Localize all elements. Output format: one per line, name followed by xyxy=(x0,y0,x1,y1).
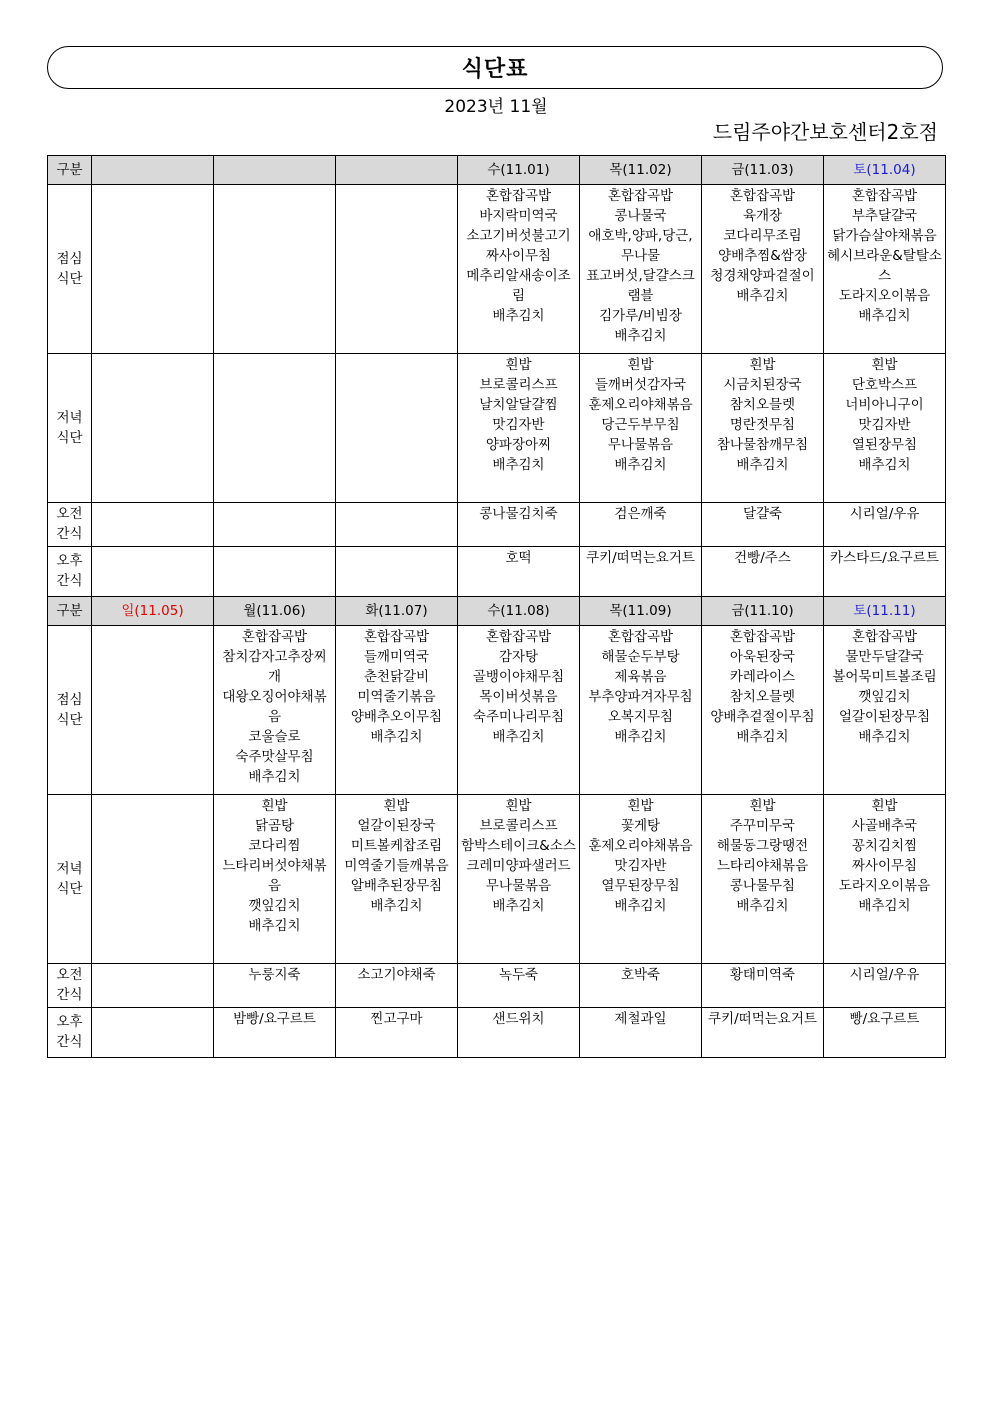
menu-item: 애호박,양파,당근,무나물 xyxy=(588,228,693,264)
menu-item: 혼합잡곡밥 xyxy=(363,629,430,645)
menu-item: 혼합잡곡밥 xyxy=(729,629,796,645)
menu-item: 춘천닭갈비 xyxy=(363,669,430,685)
menu-item: 배추김치 xyxy=(248,769,301,785)
lunch-menu-cell xyxy=(702,185,824,354)
snack-cell xyxy=(336,503,458,547)
menu-item: 표고버섯,달걀스크램블 xyxy=(586,268,695,304)
menu-item: 부추달걀국 xyxy=(851,208,918,224)
menu-item: 혼합잡곡밥 xyxy=(485,629,552,645)
menu-item: 바지락미역국 xyxy=(479,208,558,224)
day-header: 토(11.04) xyxy=(824,156,946,185)
menu-item: 숙주미나리무침 xyxy=(472,709,565,725)
menu-item: 얼갈이된장무침 xyxy=(838,709,931,725)
day-header: 목(11.09) xyxy=(580,597,702,626)
snack-cell xyxy=(214,503,336,547)
menu-item: 양배추겉절이무침 xyxy=(710,709,815,725)
snack-cell: 검은깨죽 xyxy=(580,503,702,547)
menu-item: 깻잎김치 xyxy=(248,898,301,914)
row-label-am-snack: 오전 간식 xyxy=(48,964,92,1008)
menu-item: 대왕오징어야채볶음 xyxy=(222,689,327,725)
menu-item: 참치오믈렛 xyxy=(729,689,796,705)
menu-item: 혼합잡곡밥 xyxy=(607,629,674,645)
lunch-row xyxy=(48,185,946,354)
menu-item: 혼합잡곡밥 xyxy=(851,188,918,204)
menu-item: 혼합잡곡밥 xyxy=(485,188,552,204)
snack-cell: 밤빵/요구르트 xyxy=(214,1008,336,1058)
menu-item: 브로콜리스프 xyxy=(479,818,558,834)
menu-item: 함박스테이크&소스 xyxy=(461,838,576,854)
menu-item: 깻잎김치 xyxy=(858,689,911,705)
snack-cell: 녹두죽 xyxy=(458,964,580,1008)
snack-cell xyxy=(92,1008,214,1058)
menu-item: 배추김치 xyxy=(858,457,911,473)
day-header: 금(11.03) xyxy=(702,156,824,185)
dinner-menu-cell xyxy=(458,354,580,503)
menu-item: 배추김치 xyxy=(858,308,911,324)
menu-item: 당근두부무침 xyxy=(601,417,680,433)
menu-item: 주꾸미무국 xyxy=(729,818,796,834)
row-label-pm-snack: 오후 간식 xyxy=(48,547,92,597)
day-header: 수(11.01) xyxy=(458,156,580,185)
menu-item: 배추김치 xyxy=(614,328,667,344)
menu-table-body xyxy=(48,156,946,1058)
menu-item: 혼합잡곡밥 xyxy=(851,629,918,645)
menu-item: 크레미양파샐러드 xyxy=(466,858,571,874)
snack-cell: 쿠키/떠먹는요거트 xyxy=(580,547,702,597)
menu-item: 배추김치 xyxy=(248,918,301,934)
menu-item: 훈제오리야채볶음 xyxy=(588,838,693,854)
snack-cell: 제철과일 xyxy=(580,1008,702,1058)
menu-item: 혼합잡곡밥 xyxy=(607,188,674,204)
menu-item: 도라지오이볶음 xyxy=(838,878,931,894)
menu-item: 배추김치 xyxy=(736,898,789,914)
am-snack-row xyxy=(48,503,946,547)
snack-cell: 시리얼/우유 xyxy=(824,503,946,547)
snack-cell: 호떡 xyxy=(458,547,580,597)
menu-item: 짜사이무침 xyxy=(485,248,552,264)
menu-item: 양배추오이무침 xyxy=(350,709,443,725)
day-header xyxy=(214,156,336,185)
menu-item: 혼합잡곡밥 xyxy=(729,188,796,204)
day-header xyxy=(336,156,458,185)
menu-item: 들깨미역국 xyxy=(363,649,430,665)
snack-cell: 콩나물김치죽 xyxy=(458,503,580,547)
menu-item: 날치알달걀찜 xyxy=(479,397,558,413)
menu-item: 흰밥 xyxy=(627,798,654,814)
snack-cell xyxy=(214,547,336,597)
dinner-menu-cell xyxy=(702,795,824,964)
dinner-menu-cell xyxy=(580,354,702,503)
menu-item: 흰밥 xyxy=(383,798,410,814)
menu-item: 소고기버섯불고기 xyxy=(466,228,571,244)
menu-item: 양배추찜&쌈장 xyxy=(718,248,807,264)
dinner-menu-cell xyxy=(214,354,336,503)
menu-item: 배추김치 xyxy=(614,898,667,914)
menu-item: 혼합잡곡밥 xyxy=(241,629,308,645)
menu-item: 단호박스프 xyxy=(851,377,918,393)
dinner-menu-cell xyxy=(824,354,946,503)
day-header xyxy=(92,156,214,185)
dinner-menu-cell xyxy=(458,795,580,964)
snack-cell xyxy=(92,503,214,547)
menu-item: 배추김치 xyxy=(736,729,789,745)
menu-item: 배추김치 xyxy=(858,729,911,745)
menu-item: 미트볼케찹조림 xyxy=(350,838,443,854)
menu-item: 목이버섯볶음 xyxy=(479,689,558,705)
menu-item: 김가루/비빔장 xyxy=(599,308,682,324)
snack-cell xyxy=(336,547,458,597)
menu-item: 느타리야채볶음 xyxy=(716,858,809,874)
lunch-menu-cell xyxy=(458,626,580,795)
menu-item: 브로콜리스프 xyxy=(479,377,558,393)
row-label-am-snack: 오전 간식 xyxy=(48,503,92,547)
snack-cell: 샌드위치 xyxy=(458,1008,580,1058)
day-header: 수(11.08) xyxy=(458,597,580,626)
menu-item: 볼어묵미트볼조림 xyxy=(832,669,937,685)
menu-item: 맛김자반 xyxy=(492,417,545,433)
day-header: 토(11.11) xyxy=(824,597,946,626)
menu-item: 흰밥 xyxy=(871,357,898,373)
day-header: 화(11.07) xyxy=(336,597,458,626)
row-label-header: 구분 xyxy=(48,597,92,626)
snack-cell xyxy=(92,964,214,1008)
menu-item: 흰밥 xyxy=(871,798,898,814)
menu-item: 참치오믈렛 xyxy=(729,397,796,413)
dinner-menu-cell xyxy=(336,354,458,503)
menu-item: 코다리무조림 xyxy=(723,228,802,244)
menu-item: 골뱅이야채무침 xyxy=(472,669,565,685)
snack-cell: 찐고구마 xyxy=(336,1008,458,1058)
menu-item: 숙주맛살무침 xyxy=(235,749,314,765)
menu-item: 무나물볶음 xyxy=(485,878,552,894)
menu-item: 참나물참깨무침 xyxy=(716,437,809,453)
menu-item: 열된장무침 xyxy=(851,437,918,453)
menu-item: 콩나물국 xyxy=(614,208,667,224)
row-label-lunch: 점심 식단 xyxy=(48,626,92,795)
menu-item: 배추김치 xyxy=(492,457,545,473)
lunch-menu-cell xyxy=(336,185,458,354)
dinner-menu-cell xyxy=(92,354,214,503)
menu-item: 흰밥 xyxy=(627,357,654,373)
lunch-menu-cell xyxy=(92,626,214,795)
menu-item: 아욱된장국 xyxy=(729,649,796,665)
lunch-menu-cell xyxy=(824,185,946,354)
row-label-header: 구분 xyxy=(48,156,92,185)
menu-item: 헤시브라운&탈탈소스 xyxy=(827,248,942,284)
snack-cell: 달걀죽 xyxy=(702,503,824,547)
menu-item: 맛김자반 xyxy=(858,417,911,433)
week-header-row xyxy=(48,597,946,626)
dinner-menu-cell xyxy=(336,795,458,964)
menu-item: 꽃게탕 xyxy=(620,818,661,834)
menu-item: 메추리알새송이조림 xyxy=(466,268,571,304)
lunch-menu-cell xyxy=(92,185,214,354)
lunch-menu-cell xyxy=(580,185,702,354)
menu-item: 알배추된장무침 xyxy=(350,878,443,894)
center-name: 드림주야간보호센터2호점 xyxy=(712,120,938,144)
day-header: 목(11.02) xyxy=(580,156,702,185)
menu-item: 미역줄기들깨볶음 xyxy=(344,858,449,874)
lunch-menu-cell xyxy=(336,626,458,795)
dinner-menu-cell xyxy=(824,795,946,964)
week-header-row xyxy=(48,156,946,185)
menu-item: 배추김치 xyxy=(492,898,545,914)
menu-item: 훈제오리야채볶음 xyxy=(588,397,693,413)
snack-cell xyxy=(92,547,214,597)
menu-item: 코다리찜 xyxy=(248,838,301,854)
menu-item: 코울슬로 xyxy=(248,729,301,745)
menu-item: 열무된장무침 xyxy=(601,878,680,894)
menu-item: 짜사이무침 xyxy=(851,858,918,874)
menu-table xyxy=(47,155,946,1058)
menu-item: 닭가슴살야채볶음 xyxy=(832,228,937,244)
menu-item: 카레라이스 xyxy=(729,669,796,685)
menu-item: 사골배추국 xyxy=(851,818,918,834)
dinner-menu-cell xyxy=(702,354,824,503)
title-banner xyxy=(47,46,943,89)
snack-cell: 시리얼/우유 xyxy=(824,964,946,1008)
snack-cell: 카스타드/요구르트 xyxy=(824,547,946,597)
day-header: 일(11.05) xyxy=(92,597,214,626)
lunch-menu-cell xyxy=(214,626,336,795)
menu-item: 명란젓무침 xyxy=(729,417,796,433)
menu-item: 오복지무침 xyxy=(607,709,674,725)
menu-item: 미역줄기볶음 xyxy=(357,689,436,705)
row-label-pm-snack: 오후 간식 xyxy=(48,1008,92,1058)
snack-cell: 황태미역죽 xyxy=(702,964,824,1008)
menu-item: 감자탕 xyxy=(498,649,539,665)
menu-item: 닭곰탕 xyxy=(254,818,295,834)
menu-item: 물만두달걀국 xyxy=(845,649,924,665)
menu-item: 도라지오이볶음 xyxy=(838,288,931,304)
day-header: 금(11.10) xyxy=(702,597,824,626)
day-header: 월(11.06) xyxy=(214,597,336,626)
dinner-menu-cell xyxy=(214,795,336,964)
menu-item: 배추김치 xyxy=(858,898,911,914)
dinner-row xyxy=(48,795,946,964)
lunch-menu-cell xyxy=(214,185,336,354)
menu-item: 배추김치 xyxy=(736,288,789,304)
menu-item: 맛김자반 xyxy=(614,858,667,874)
row-label-lunch: 점심 식단 xyxy=(48,185,92,354)
menu-item: 흰밥 xyxy=(749,798,776,814)
menu-item: 배추김치 xyxy=(736,457,789,473)
lunch-row xyxy=(48,626,946,795)
menu-item: 배추김치 xyxy=(492,308,545,324)
snack-cell: 소고기야채죽 xyxy=(336,964,458,1008)
page-title: 식단표 xyxy=(461,57,529,82)
menu-item: 꽁치김치찜 xyxy=(851,838,918,854)
pm-snack-row xyxy=(48,1008,946,1058)
menu-item: 콩나물무침 xyxy=(729,878,796,894)
menu-item: 해물동그랑땡전 xyxy=(716,838,809,854)
snack-cell: 건빵/주스 xyxy=(702,547,824,597)
menu-item: 배추김치 xyxy=(614,729,667,745)
menu-item: 흰밥 xyxy=(505,798,532,814)
menu-item: 너비아니구이 xyxy=(845,397,924,413)
am-snack-row xyxy=(48,964,946,1008)
month-label: 2023년 11월 xyxy=(444,97,548,117)
dinner-menu-cell xyxy=(92,795,214,964)
menu-item: 제육볶음 xyxy=(614,669,667,685)
menu-item: 흰밥 xyxy=(749,357,776,373)
menu-item: 흰밥 xyxy=(505,357,532,373)
lunch-menu-cell xyxy=(458,185,580,354)
lunch-menu-cell xyxy=(702,626,824,795)
lunch-menu-cell xyxy=(580,626,702,795)
menu-item: 얼갈이된장국 xyxy=(357,818,436,834)
menu-item: 시금치된장국 xyxy=(723,377,802,393)
menu-item: 청경채양파겉절이 xyxy=(710,268,815,284)
snack-cell: 쿠키/떠먹는요거트 xyxy=(702,1008,824,1058)
snack-cell: 누룽지죽 xyxy=(214,964,336,1008)
menu-item: 흰밥 xyxy=(261,798,288,814)
snack-cell: 호박죽 xyxy=(580,964,702,1008)
menu-item: 배추김치 xyxy=(614,457,667,473)
row-label-dinner: 저녁 식단 xyxy=(48,795,92,964)
dinner-row xyxy=(48,354,946,503)
menu-item: 육개장 xyxy=(742,208,783,224)
menu-item: 느타리버섯야채볶음 xyxy=(222,858,327,894)
menu-item: 양파장아찌 xyxy=(485,437,552,453)
row-label-dinner: 저녁 식단 xyxy=(48,354,92,503)
menu-item: 참치감자고추장찌개 xyxy=(222,649,327,685)
pm-snack-row xyxy=(48,547,946,597)
menu-item: 배추김치 xyxy=(370,729,423,745)
menu-item: 들깨버섯감자국 xyxy=(594,377,687,393)
menu-item: 해물순두부탕 xyxy=(601,649,680,665)
menu-item: 배추김치 xyxy=(492,729,545,745)
lunch-menu-cell xyxy=(824,626,946,795)
menu-item: 무나물볶음 xyxy=(607,437,674,453)
menu-item: 배추김치 xyxy=(370,898,423,914)
dinner-menu-cell xyxy=(580,795,702,964)
snack-cell: 빵/요구르트 xyxy=(824,1008,946,1058)
menu-item: 부추양파겨자무침 xyxy=(588,689,693,705)
